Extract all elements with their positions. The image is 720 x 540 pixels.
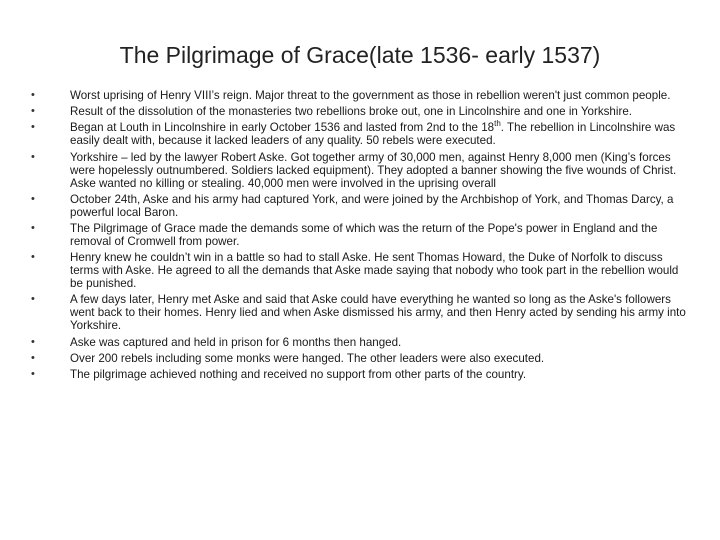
list-item <box>30 293 690 332</box>
bullet-text: The pilgrimage achieved nothing and received no support from other parts of the country. <box>70 367 527 381</box>
bullet-text: Aske was captured and held in prison for 6 months then hanged. <box>70 335 402 349</box>
bullet-marker: • <box>31 121 35 134</box>
bullet-marker: • <box>31 335 35 348</box>
list-item <box>30 251 690 290</box>
bullet-text: Over 200 rebels including some monks were hanged. The other leaders were also executed. <box>70 351 545 365</box>
bullet-list <box>30 89 690 384</box>
bullet-text: The Pilgrimage of Grace made the demands some of which was the return of the Pope's power in England and the removal of Cromwell from power. <box>70 221 658 248</box>
bullet-text: Henry knew he couldn’t win in a battle so had to stall Aske. He sent Thomas Howard, the Duke of Norfolk to discuss terms with Aske. He agreed to all the demands that Aske made saying that nobody who took part in the rebellion would be punished. <box>70 251 679 291</box>
bullet-text: Yorkshire – led by the lawyer Robert Aske. Got together army of 30,000 men, against Henry 8,000 men (King’s forces were hopelessly outnumbered. Soldiers lacked equipment). They adopted a banner showing the five wounds of Christ. Aske wanted no killing or stealing. 40,000 men were involved in the uprising overall <box>70 150 677 190</box>
slide-title: The Pilgrimage of Grace(late 1536- early 1537) <box>119 42 601 68</box>
list-item <box>30 121 690 147</box>
bullet-text: Worst uprising of Henry VIII’s reign. Major threat to the government as those in rebellion weren't just common people. <box>70 89 671 102</box>
bullet-marker: • <box>31 221 35 234</box>
bullet-text: October 24th, Aske and his army had captured York, and were joined by the Archbishop of York, and Thomas Darcy, a powerful local Baron. <box>70 192 674 219</box>
list-item <box>30 193 690 219</box>
list-item <box>30 151 690 190</box>
bullet-marker: • <box>31 367 35 380</box>
bullet-marker: • <box>31 351 35 364</box>
list-item <box>30 368 690 381</box>
bullet-marker: • <box>31 105 35 118</box>
bullet-marker: • <box>31 251 35 264</box>
bullet-text-part: Began at Louth in Lincolnshire in early October 1536 and lasted from 2nd to the 18 <box>70 121 495 135</box>
bullet-marker: • <box>31 150 35 163</box>
bullet-marker: • <box>31 192 35 205</box>
bullet-text-part: . The rebellion in Lincolnshire was easily dealt with, because it lacked leaders of any quality. 50 rebels were executed. <box>70 121 676 148</box>
list-item <box>30 222 690 248</box>
bullet-text: Result of the dissolution of the monasteries two rebellions broke out, one in Lincolnshire and one in Yorkshire. <box>70 105 632 119</box>
list-item <box>30 105 690 118</box>
bullet-text <box>70 121 690 147</box>
bullet-marker: • <box>31 89 35 101</box>
ordinal-suffix: th <box>494 119 501 129</box>
list-item <box>30 336 690 349</box>
bullet-marker: • <box>31 293 35 306</box>
bullet-text: A few days later, Henry met Aske and said that Aske could have everything he wanted so long as the Aske's followers went back to their homes. Henry lied and when Aske dismissed his army, and then Henry acted by sending his army into Yorkshire. <box>70 293 686 333</box>
list-item <box>30 89 690 102</box>
list-item <box>30 352 690 365</box>
